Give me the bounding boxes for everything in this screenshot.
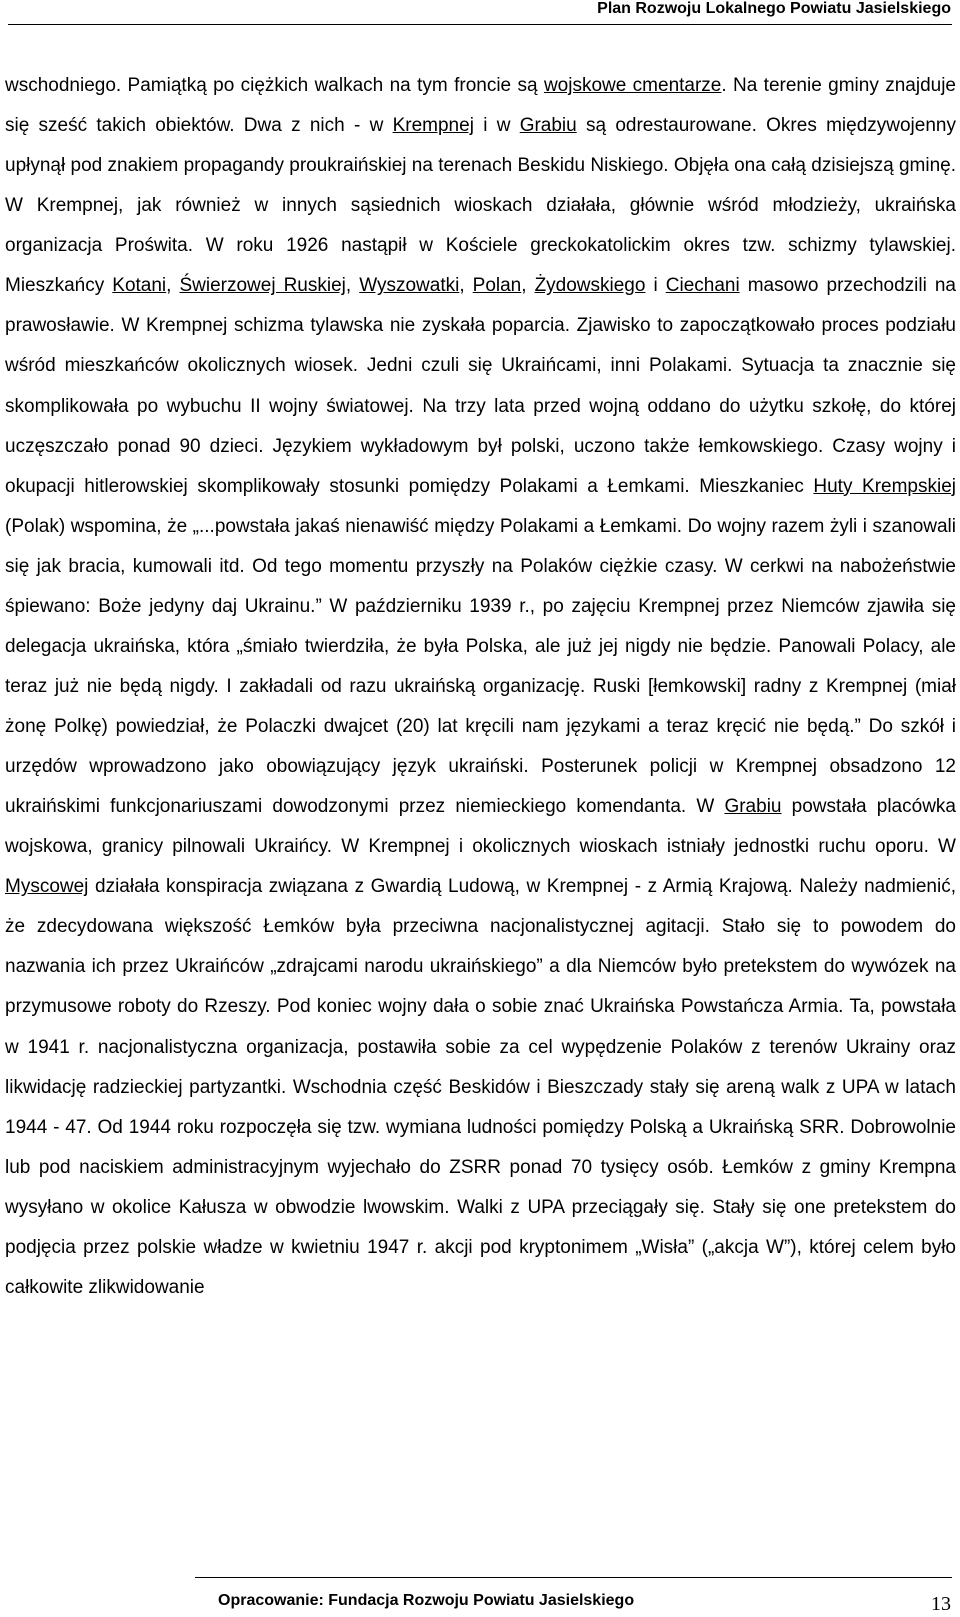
text-run: (Polak) wspomina, że „...powstała jakaś nienawiść między Polakami a Łemkami. Do wojny razem żyli i szanowali się jak bracia, kumowali itd. Od tego momentu przyszły na Polaków ciężkie czasy. W cerkwi na nabożeństwie śpiewano: Boże jedyny daj Ukrainu.” W październiku 1939 r., po zajęciu Krempnej przez Niemców zjawiła się delegacja ukraińska, która „śmiało twierdziła, że była Polska, ale już jej nigdy nie będzie. Panowali Polacy, ale teraz już nie będą nigdy. I zakładali od razu ukraińską organizację. Ruski [łemkowski] radny z Krempnej (miał żonę Polkę) powiedział, że Polaczki dwajcet (20) lat kręcili nam językami a teraz kręcić nie będą.” Do szkół i urzędów wprowadzono jako obowiązujący język ukraiński. Posterunek policji w Krempnej obsadzono 12 ukraińskimi funkcjonariuszami dowodzonymi przez niemieckiego komendanta. W [5, 515, 956, 818]
footer-text: Opracowanie: Fundacja Rozwoju Powiatu Jasielskiego [218, 1592, 635, 1609]
link-grab-2[interactable]: Grabiu [724, 796, 782, 818]
link-zydowskie[interactable]: Żydowskiego [534, 275, 646, 297]
page-header [0, 0, 960, 30]
text-run: działała konspiracja związana z Gwardią Ludową, w Krempnej - z Armią Krajową. Należy nadmienić, że zdecydowana większość Łemków była przeciwna nacjonalistycznej agitacji. Stało się to powodem do nazwania ich przez Ukraińców „zdrajcami narodu ukraińskiego” a dla Niemców było pretekstem do wywózek na przymusowe roboty do Rzeszy. Pod koniec wojny dała o sobie znać Ukraińska Powstańcza Armia. Ta, powstała w 1941 r. nacjonalistyczna organizacja, postawiła sobie za cel wypędzenie Polaków z terenów Ukrainy oraz likwidację radzieckiej partyzantki. Wschodnia część Beskidów i Bieszczady stały się areną walk z UPA w latach 1944 - 47. Od 1944 roku rozpoczęła się tzw. wymiana ludności pomiędzy Polską a Ukraińską SRR. Dobrowolnie lub pod naciskiem administracyjnym wyjechało do ZSRR ponad 70 tysięcy osób. Łemków z gminy Krempna wysyłano w okolice Kałusza w obwodzie lwowskim. Walki z UPA przeciągały się. Stały się one pretekstem do podjęcia przez polskie władze w kwietniu 1947 r. akcji pod kryptonimem „Wisła” („akcja W”), której celem było całkowite zlikwidowanie [5, 876, 956, 1298]
link-grab[interactable]: Grabiu [519, 115, 577, 137]
header-divider [8, 24, 952, 25]
link-huta-krempska[interactable]: Huty Krempskiej [813, 475, 956, 497]
text-run: , [345, 275, 360, 297]
footer-divider [195, 1577, 952, 1578]
link-swierzowa-ruska[interactable]: Świerzowej Ruskiej [179, 275, 346, 297]
text-run: , [521, 275, 535, 297]
link-polany[interactable]: Polan [472, 275, 522, 297]
text-run: wschodniego. Pamiątką po ciężkich walkach na tym froncie są [5, 75, 544, 96]
link-ciechania[interactable]: Ciechani [665, 275, 740, 297]
link-kotan[interactable]: Kotani [112, 275, 167, 297]
text-run: masowo przechodzili na prawosławie. W Krempnej schizma tylawska nie zyskała poparcia. Zjawisko to zapoczątkowało proces podziału wśród mieszkańców okolicznych wiosek. Jedni czuli się Ukraińcami, inni Polakami. Sytuacja ta znacznie się skomplikowała po wybuchu II wojny światowej. Na trzy lata przed wojną oddano do użytku szkołę, do której uczęszczało ponad 90 dzieci. Językiem wykładowym był polski, uczono także łemkowskiego. Czasy wojny i okupacji hitlerowskiej skomplikowały stosunki pomiędzy Polakami a Łemkami. Mieszkaniec [5, 275, 956, 497]
link-wojskowe-cmentarze[interactable]: wojskowe cmentarze [543, 75, 722, 96]
body-text [5, 66, 956, 1308]
text-run: i [645, 275, 666, 297]
link-myscowa[interactable]: Myscowej [5, 876, 89, 898]
link-wyszowatka[interactable]: Wyszowatki [359, 275, 460, 297]
text-run: . Na terenie gminy znajduje się sześć takich obiektów. Dwa z nich - w [5, 75, 956, 137]
paragraph [5, 66, 956, 1308]
page-number: 13 [931, 1593, 951, 1615]
link-krempna[interactable]: Krempnej [392, 115, 474, 137]
text-run: i w [473, 115, 520, 137]
text-run: , [459, 275, 473, 297]
text-run: są odrestaurowane. Okres międzywojenny upłynął pod znakiem propagandy proukraińskiej na terenach Beskidu Niskiego. Objęła ona całą dzisiejszą gminę. W Krempnej, jak również w innych sąsiednich wioskach działała, głównie wśród młodzieży, ukraińska organizacja Proświta. W roku 1926 nastąpił w Kościele greckokatolickim okres tzw. schizmy tylawskiej. Mieszkańcy [5, 115, 956, 297]
text-run: , [166, 275, 180, 297]
text-run: powstała placówka wojskowa, granicy pilnowali Ukraińcy. W Krempnej i okolicznych wioskach istniały jednostki ruchu oporu. W [5, 796, 956, 858]
header-title: Plan Rozwoju Lokalnego Powiatu Jasielskiego [597, 0, 951, 17]
